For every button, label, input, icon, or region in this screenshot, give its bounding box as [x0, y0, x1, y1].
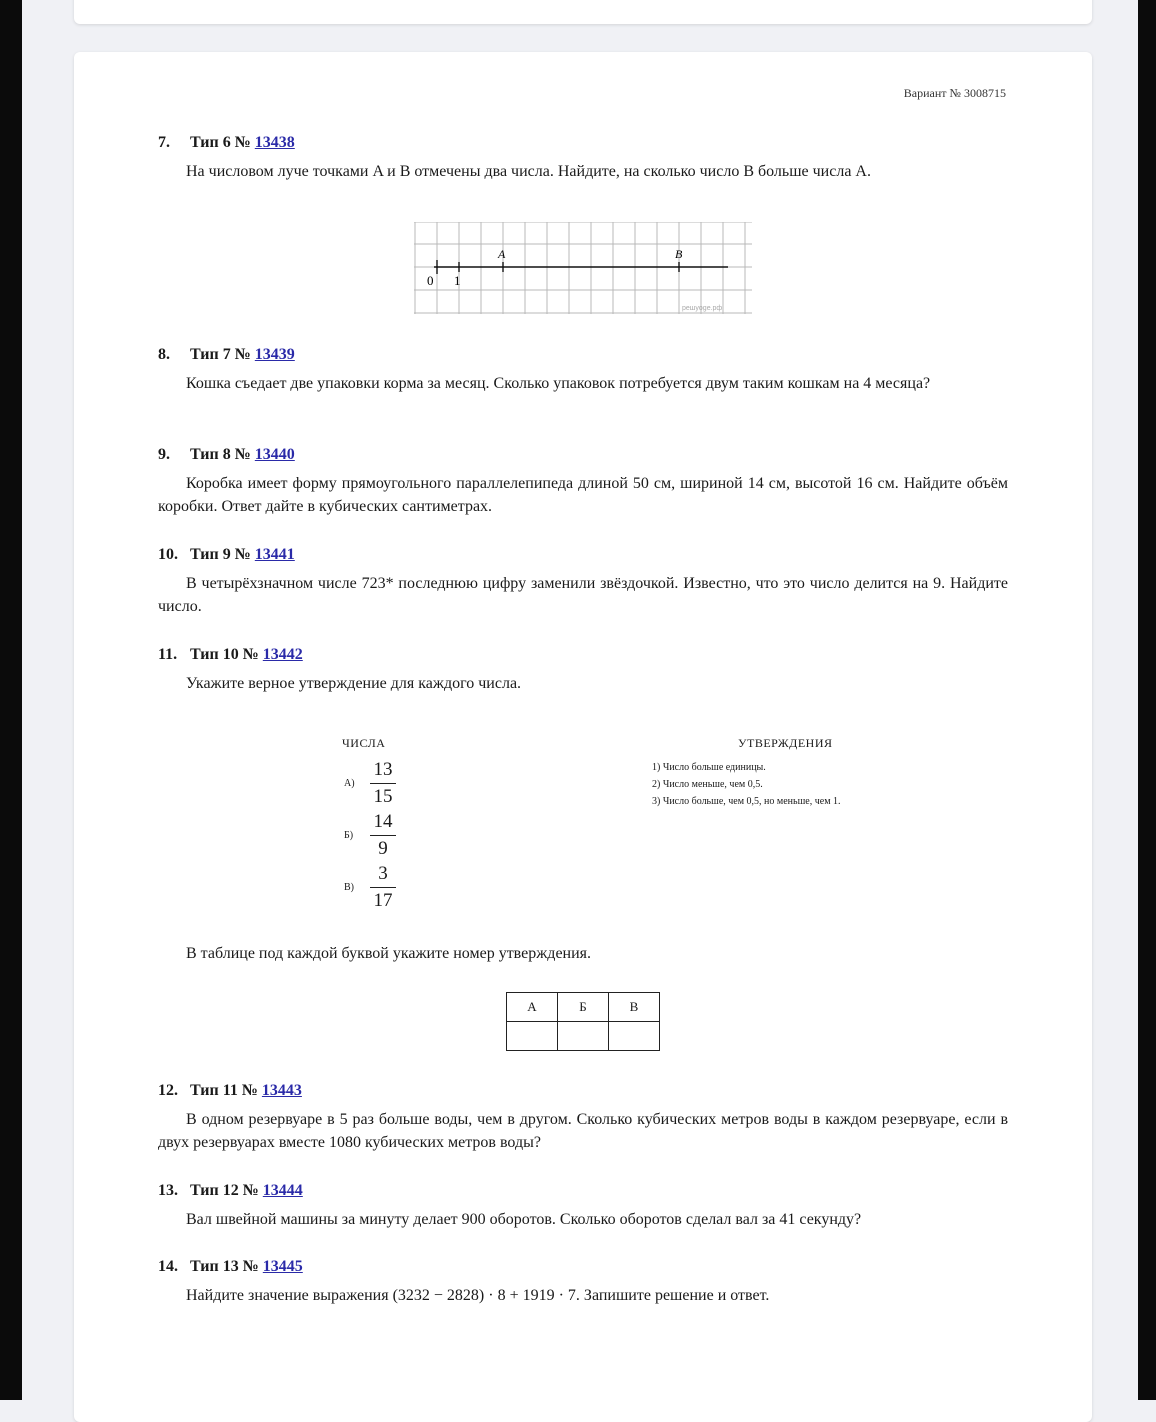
task-header	[158, 1182, 1008, 1200]
number-line-figure	[414, 222, 752, 314]
left-edge	[0, 0, 22, 1400]
fraction-value	[370, 862, 396, 913]
task-id-link[interactable]: 13442	[262, 646, 303, 663]
task-id-link[interactable]: 13439	[254, 346, 295, 363]
fraction-b	[334, 810, 414, 862]
task-id-link[interactable]: 13445	[262, 1258, 303, 1275]
task-12	[158, 1082, 1008, 1154]
statements-heading: УТВЕРЖДЕНИЯ	[738, 736, 833, 750]
statement-3: 3) Число больше, чем 0,5, но меньше, чем 1.	[652, 796, 841, 807]
task-11	[158, 646, 1008, 695]
statement-1: 1) Число больше единицы.	[652, 762, 766, 773]
task-id-link[interactable]: 13441	[254, 546, 295, 563]
task-type: Тип 11 №	[190, 1082, 258, 1099]
task-text: Коробка имеет форму прямоугольного параллелепипеда длиной 50 см, шириной 14 см, высотой 16 см. Найдите объём коробки. Ответ дайте в кубических сантиметрах.	[158, 475, 1008, 515]
task-header	[158, 346, 1008, 364]
task-number: 7.	[158, 134, 170, 151]
task-type: Тип 10 №	[190, 646, 259, 663]
task-type: Тип 12 №	[190, 1182, 259, 1199]
variant-number: Вариант № 3008715	[903, 86, 1006, 100]
task-text: В одном резервуаре в 5 раз больше воды, чем в другом. Сколько кубических метров воды в каждом резервуаре, если в двух резервуарах вместе 1080 кубических метров воды?	[158, 1111, 1008, 1151]
answer-cell[interactable]	[558, 1022, 609, 1051]
zero-label: 0	[427, 273, 434, 288]
matching-instruction: В таблице под каждой буквой укажите номер утверждения.	[186, 945, 592, 962]
fraction-value	[370, 810, 396, 861]
task-9	[158, 446, 1008, 518]
point-b-label: B	[675, 247, 683, 261]
denominator: 17	[373, 890, 393, 911]
task-type: Тип 8 №	[190, 446, 251, 463]
figure-watermark: решуoge.рф	[682, 305, 723, 312]
one-label: 1	[454, 273, 461, 288]
answer-table	[506, 992, 660, 1051]
right-edge	[1138, 0, 1156, 1400]
fraction-value	[370, 758, 396, 809]
previous-page-edge	[74, 0, 1092, 24]
numerator: 14	[373, 811, 393, 832]
task-text: Вал швейной машины за минуту делает 900 оборотов. Сколько оборотов сделал вал за 41 секунду?	[186, 1211, 862, 1228]
fraction-a	[334, 758, 414, 810]
task-id-link[interactable]: 13440	[254, 446, 295, 463]
task-number: 13.	[158, 1182, 178, 1199]
denominator: 9	[378, 838, 388, 859]
answer-cell[interactable]	[507, 1022, 558, 1051]
task-text: Укажите верное утверждение для каждого числа.	[186, 675, 522, 692]
task-text: Кошка съедает две упаковки корма за месяц. Сколько упаковок потребуется двум таким кошкам на 4 месяца?	[186, 375, 931, 392]
fraction-label: А)	[344, 778, 355, 789]
answer-table-header: А	[507, 993, 558, 1022]
task-type: Тип 6 №	[190, 134, 251, 151]
task-8	[158, 346, 1008, 395]
task-type: Тип 13 №	[190, 1258, 259, 1275]
point-a-label: A	[498, 247, 506, 261]
task-number: 12.	[158, 1082, 178, 1099]
numbers-heading: ЧИСЛА	[342, 736, 386, 750]
fraction-c	[334, 862, 414, 914]
task-id-link[interactable]: 13444	[262, 1182, 303, 1199]
matching-instruction-block	[158, 942, 1008, 965]
task-id-link[interactable]: 13438	[254, 134, 295, 151]
task-header	[158, 134, 1008, 152]
numerator: 3	[378, 863, 388, 884]
task-text: Найдите значение выражения (3232 − 2828) · 8 + 1919 · 7. Запишите решение и ответ.	[186, 1287, 770, 1304]
task-header	[158, 1258, 1008, 1276]
task-header	[158, 646, 1008, 664]
task-number: 11.	[158, 646, 178, 663]
task-id-link[interactable]: 13443	[261, 1082, 302, 1099]
answer-table-header: В	[609, 993, 660, 1022]
task-header	[158, 546, 1008, 564]
task-14	[158, 1258, 1008, 1307]
task-number: 8.	[158, 346, 170, 363]
fraction-label: Б)	[344, 830, 354, 841]
task-10	[158, 546, 1008, 618]
task-header	[158, 1082, 1008, 1100]
task-type: Тип 9 №	[190, 546, 251, 563]
fraction-label: В)	[344, 882, 354, 893]
task-13	[158, 1182, 1008, 1231]
task-header	[158, 446, 1008, 464]
task-number: 10.	[158, 546, 178, 563]
denominator: 15	[373, 786, 393, 807]
matching-block	[334, 736, 954, 926]
document-page	[74, 52, 1092, 1422]
task-7	[158, 134, 1008, 183]
task-text: На числовом луче точками A и B отмечены два числа. Найдите, на сколько число B больше числа A.	[186, 163, 871, 180]
task-number: 14.	[158, 1258, 178, 1275]
statement-2: 2) Число меньше, чем 0,5.	[652, 779, 763, 790]
task-number: 9.	[158, 446, 170, 463]
answer-cell[interactable]	[609, 1022, 660, 1051]
task-type: Тип 7 №	[190, 346, 251, 363]
task-text: В четырёхзначном числе 723* последнюю цифру заменили звёздочкой. Известно, что это число делится на 9. Найдите число.	[158, 575, 1008, 615]
numerator: 13	[373, 759, 393, 780]
answer-table-header: Б	[558, 993, 609, 1022]
